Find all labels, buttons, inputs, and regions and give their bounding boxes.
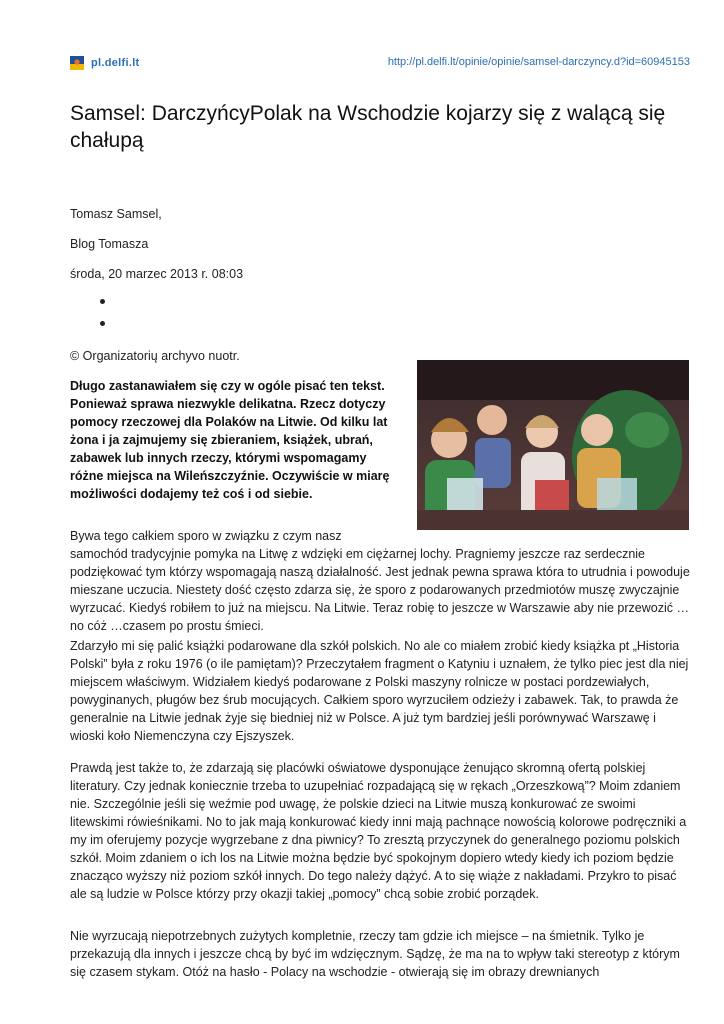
article-blog: Blog Tomasza [70, 237, 149, 251]
article-date: środa, 20 marzec 2013 r. 08:03 [70, 267, 244, 281]
article-author: Tomasz Samsel, [70, 207, 162, 221]
paragraph-1: samochód tradycyjnie pomyka na Litwę z wdzięki em ciężarnej lochy. Pragniemy jeszcze raz serdecznie podziękować tym którzy wspomagają naszą działalność. Jest jednak pewna sprawa która to utrudnia i powoduje mieszane uczucia. Niestety dość często zdarza się, że sporo z podarowanych przedmiotów muszę zwyczajnie wyrzucać. Kiedyś robiłem to już na miejscu. Na Litwie. Teraz robię to jeszcze w Warszawie aby nie przewozić …no cóż …czasem po prostu śmieci. [70, 547, 690, 633]
paragraph-4: Nie wyrzucają niepotrzebnych zużytych kompletnie, rzeczy tam gdzie ich miejsce – na śmietnik. Tylko je przekazują dla innych i jeszcze chcą by być im wdzięcznym. Sądzę, że ma na to wpływ taki stereotyp z którym się czasem stykam. Otóż na hasło - Polacy na wschodzie - otwierają się im obrazy drewnianych [70, 929, 680, 979]
site-logo[interactable] [70, 56, 140, 70]
page-header [70, 55, 690, 71]
page-url-link[interactable]: http://pl.delfi.lt/opinie/opinie/samsel-darczyncy.d?id=60945153 [387, 56, 690, 68]
article-photo [417, 360, 689, 530]
site-name: pl.delfi.lt [91, 57, 140, 69]
photo-credit: © Organizatorių archyvo nuotr. [70, 349, 240, 363]
delfi-logo-icon [70, 56, 84, 70]
paragraph-2: Zdarzyło mi się palić książki podarowane dla szkół polskich. No ale co miałem zrobić kiedy książka pt „Historia Polski” była z roku 1976 (o ile pamiętam)? Przeczytałem fragment o Katyniu i uznałem, że tylko piec jest dla niej miejscem właściwym. Widziałem kiedyś podarowane z Polski maszyny rolnicze w postaci pordzewiałych, powyginanych, pługów bez śrub mocujących. Całkiem sporo wyrzuciłem odzieży i zabawek. Tak, to prawda że generalnie na Litwie jednak żyje się biedniej niż w Polsce. A już tym bardziej jeśli porównywać Warszawę i wioski koło Niemenczyna czy Ejszyszek. [70, 639, 689, 743]
paragraph-1-start: Bywa tego całkiem sporo w związku z czym nasz [70, 529, 342, 543]
article-title: Samsel: DarczyńcyPolak na Wschodzie kojarzy się z walącą się chałupą [70, 102, 666, 152]
article-lead: Długo zastanawiałem się czy w ogóle pisać ten tekst. Ponieważ sprawa niezwykle delikatna. Rzecz dotyczy pomocy rzeczowej dla Polaków na Litwie. Od kilku lat żona i ja zajmujemy się zbieraniem, książek, ubrań, zabawek lub innych rzeczy, którymi wspomagamy różne miejsca na Wileńszczyźnie. Oczywiście w miarę możliwości dodajemy też coś i od siebie. [70, 379, 390, 501]
paragraph-3: Prawdą jest także to, że zdarzają się placówki oświatowe dysponujące żenująco skromną ofertą polskiej literatury. Czy jednak koniecznie trzeba to uzupełniać rozpadającą się w rękach „Orzeszkową”? Moim zdaniem nie. Szczególnie jeśli się weźmie pod uwagę, że polskie dzieci na Litwie muszą konkurować ze swoimi litewskimi rówieśnikami. No to jak mają konkurować kiedy inni mają pachnące nowością kolorowe podręczniki a my im oferujemy pozycje wygrzebane z dna piwnicy? To zresztą przyczynek do generalnego poziomu polskich szkół. Moim zdaniem o ich los na Litwie można będzie być spokojnym dopiero wtedy kiedy ich poziom będzie znacząco wyższy niż poziom szkół innych. Do tego należy dążyć. A to się wiąże z nakładami. Przykro to pisać ale są ludzie w Polsce którzy przy okazji takiej „pomocy” chcą sobie zrobić porządek. [70, 761, 687, 901]
